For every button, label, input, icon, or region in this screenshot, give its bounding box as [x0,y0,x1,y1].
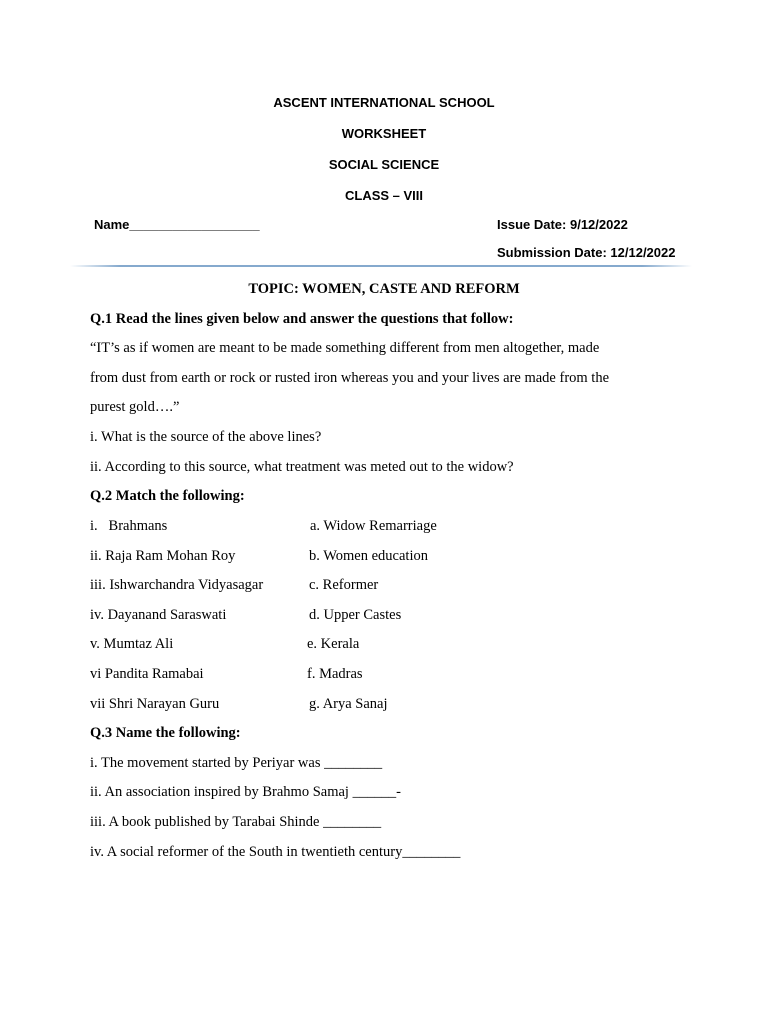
q2-right-item: a. Widow Remarriage [310,518,437,534]
q2-right-item: c. Reformer [309,577,379,593]
q2-left-item: iv. Dayanand Saraswati [90,607,227,623]
q1-heading: Q.1 Read the lines given below and answer the questions that follow: [90,311,514,327]
q3-item: iv. A social reformer of the South in twentieth century________ [90,844,461,860]
q2-right-item: g. Arya Sanaj [309,696,388,712]
q2-heading: Q.2 Match the following: [90,488,245,504]
q1-passage-line: “IT’s as if women are meant to be made something different from men altogether, made [90,340,600,356]
submission-date: Submission Date: 12/12/2022 [497,245,676,260]
subject-title: SOCIAL SCIENCE [328,157,440,172]
q3-heading: Q.3 Name the following: [90,725,241,741]
q2-left-item: vii Shri Narayan Guru [90,696,220,712]
class-title: CLASS – VIII [344,188,424,203]
q1-passage-line: purest gold….” [90,399,180,415]
q2-left-item: vi Pandita Ramabai [90,666,204,682]
q2-right-item: d. Upper Castes [309,607,402,623]
q3-item: i. The movement started by Periyar was ________ [90,755,383,771]
name-field-label: Name__________________ [94,217,260,232]
q2-right-item: f. Madras [307,666,363,682]
q1-question: ii. According to this source, what treatment was meted out to the widow? [90,459,514,475]
q1-question: i. What is the source of the above lines? [90,429,322,445]
document-type: WORKSHEET [341,126,427,141]
school-name: ASCENT INTERNATIONAL SCHOOL [273,95,495,110]
topic-heading: TOPIC: WOMEN, CASTE AND REFORM [248,281,520,297]
q3-item: ii. An association inspired by Brahmo Samaj ______- [90,784,401,800]
header-divider [70,265,692,267]
q2-left-item: i. Brahmans [90,518,168,534]
q2-right-item: b. Women education [309,548,428,564]
q2-left-item: iii. Ishwarchandra Vidyasagar [90,577,264,593]
issue-date: Issue Date: 9/12/2022 [497,217,628,232]
q2-left-item: ii. Raja Ram Mohan Roy [90,548,236,564]
q1-passage-line: from dust from earth or rock or rusted iron whereas you and your lives are made from the [90,370,610,386]
q3-item: iii. A book published by Tarabai Shinde ________ [90,814,382,830]
q2-left-item: v. Mumtaz Ali [90,636,174,652]
q2-right-item: e. Kerala [307,636,360,652]
